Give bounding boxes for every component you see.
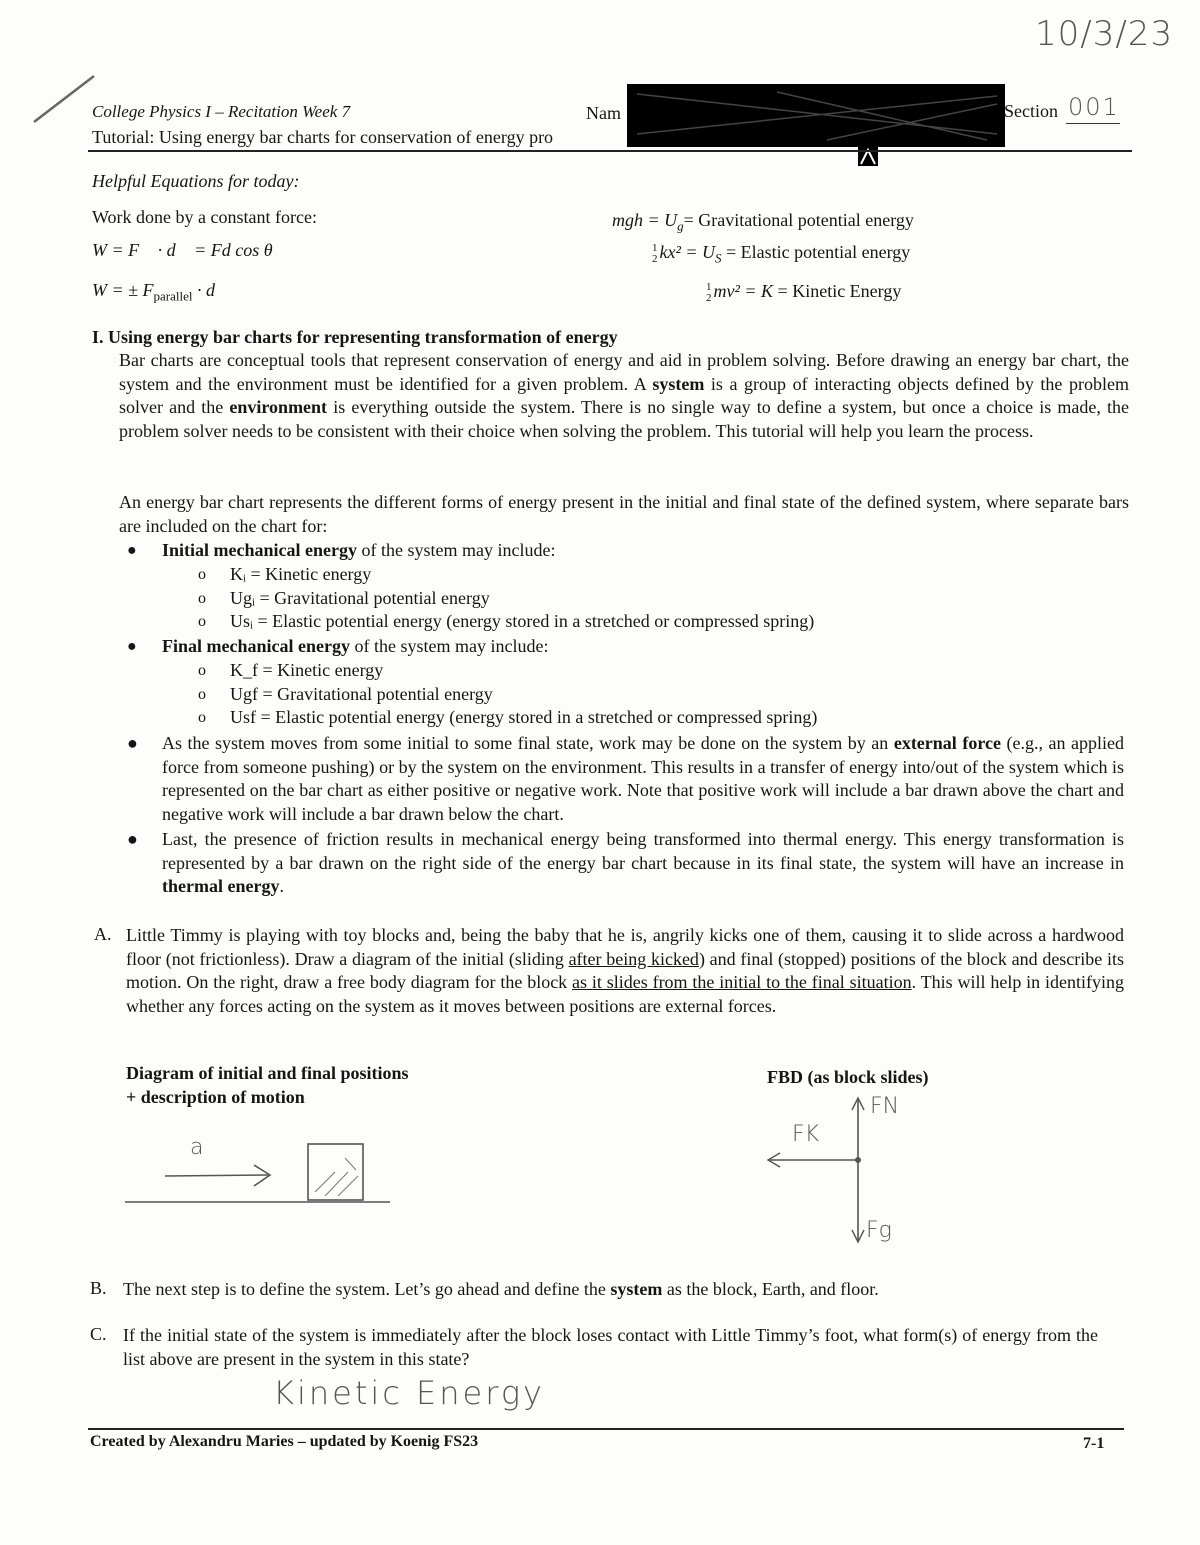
- equations-heading: Helpful Equations for today:: [92, 171, 300, 191]
- header-rule: [88, 150, 1132, 152]
- motion-diagram-drawing: [120, 1120, 400, 1210]
- gravity-force-label-handwritten: Fg: [866, 1218, 892, 1243]
- elastic-equation: 1 2 $kx^2 = U_S$ = Elastic potential energy: [652, 241, 911, 266]
- bullet-dot: ●: [127, 733, 138, 753]
- part-c-text: If the initial state of the system is immediately after the block loses contact with Little Timmy’s foot, what form(s) of energy from the list above are present in the system in this state?: [123, 1325, 1098, 1369]
- work-equation-1: W = F⃗ · d⃗ = Fd cos θ: [92, 240, 273, 260]
- footer-credit: Created by Alexandru Maries – updated by Koenig FS23: [90, 1433, 479, 1450]
- bullet-initial-energy: ● Initial mechanical energy of the system may include:: [127, 540, 556, 560]
- footer-rule: [88, 1428, 1124, 1430]
- gravitational-equation: mgh = $U_g=$ Gravitational potential energy: [612, 210, 914, 234]
- section-value-handwritten: 001: [1068, 93, 1120, 121]
- part-b-label: B.: [90, 1278, 107, 1298]
- section-1-paragraph-2: An energy bar chart represents the different forms of energy present in the initial and final state of the defined system, where separate bars are included on the chart for:: [119, 492, 1129, 536]
- redaction-block: [627, 84, 1007, 168]
- free-body-diagram-drawing: [760, 1090, 940, 1260]
- part-b-text: The next step is to define the system. Let’s go ahead and define the system as the block, Earth, and floor.: [123, 1279, 879, 1299]
- diagram-subtitle: + description of motion: [126, 1087, 305, 1107]
- work-equation-2: W = ± $F_{parallel} \cdot d$: [92, 280, 215, 304]
- bullet-friction: Last, the presence of friction results in mechanical energy being transformed into thermal energy. This energy transformation is represented by a bar drawn on the right side of the energy bar chart because in its final state, the system will have an increase in thermal energy.: [162, 829, 1124, 896]
- part-a-label: A.: [94, 924, 112, 944]
- work-label: Work done by a constant force:: [92, 207, 317, 227]
- date-handwritten: 10/3/23: [1035, 14, 1174, 54]
- acceleration-label-handwritten: a: [190, 1135, 204, 1160]
- section-1-paragraph-1: Bar charts are conceptual tools that represent conservation of energy and aid in problem solving. Before drawing an energy bar chart, the system and the environment must be identified for a given problem. A system is a group of interacting objects defined by the problem solver and the environment is everything outside the system. There is no single way to define a system, but once a choice is made, the problem solver needs to be consistent with their choice when solving the problem. This tutorial will help you learn the process.: [119, 350, 1129, 441]
- friction-force-label-handwritten: FK: [792, 1122, 820, 1147]
- bullet-dot: ●: [127, 829, 138, 849]
- answer-c-handwritten: Kinetic Energy: [273, 1374, 545, 1412]
- tutorial-title: Tutorial: Using energy bar charts for conservation of energy pro: [92, 127, 554, 147]
- fbd-title: FBD (as block slides): [767, 1067, 929, 1087]
- section-underline: [1066, 123, 1120, 124]
- part-c-label: C.: [90, 1324, 107, 1344]
- course-title: College Physics I – Recitation Week 7: [92, 102, 351, 121]
- name-label: Nam: [586, 103, 621, 123]
- normal-force-label-handwritten: FN: [870, 1094, 900, 1119]
- diagram-title: Diagram of initial and final positions: [126, 1063, 409, 1083]
- section-1-title: I. Using energy bar charts for representing transformation of energy: [92, 327, 618, 347]
- kinetic-equation: 1 2 mv² = K = Kinetic Energy: [706, 280, 902, 304]
- part-a-text: Little Timmy is playing with toy blocks and, being the baby that he is, angrily kicks one of them, causing it to slide across a hardwood floor (not frictionless). Draw a diagram of the initial (sliding after being kicked) and final (stopped) positions of the block and describe its motion. On the right, draw a free body diagram for the block as it slides from the initial to the final situation. This will help in identifying whether any forces acting on the system as it moves between positions are external forces.: [126, 925, 1125, 1016]
- bullet-external-force: As the system moves from some initial to some final state, work may be done on the system by an external force (e.g., an applied force from someone pushing) or by the system on the environment. This results in a transfer of energy into/out of the system which is represented on the bar chart as either positive or negative work. Note that positive work will include a bar drawn above the chart and negative work will include a bar drawn below the chart.: [162, 733, 1124, 824]
- section-label: Section: [1004, 101, 1058, 121]
- page-number: 7-1: [1083, 1435, 1105, 1452]
- check-mark: [30, 70, 100, 130]
